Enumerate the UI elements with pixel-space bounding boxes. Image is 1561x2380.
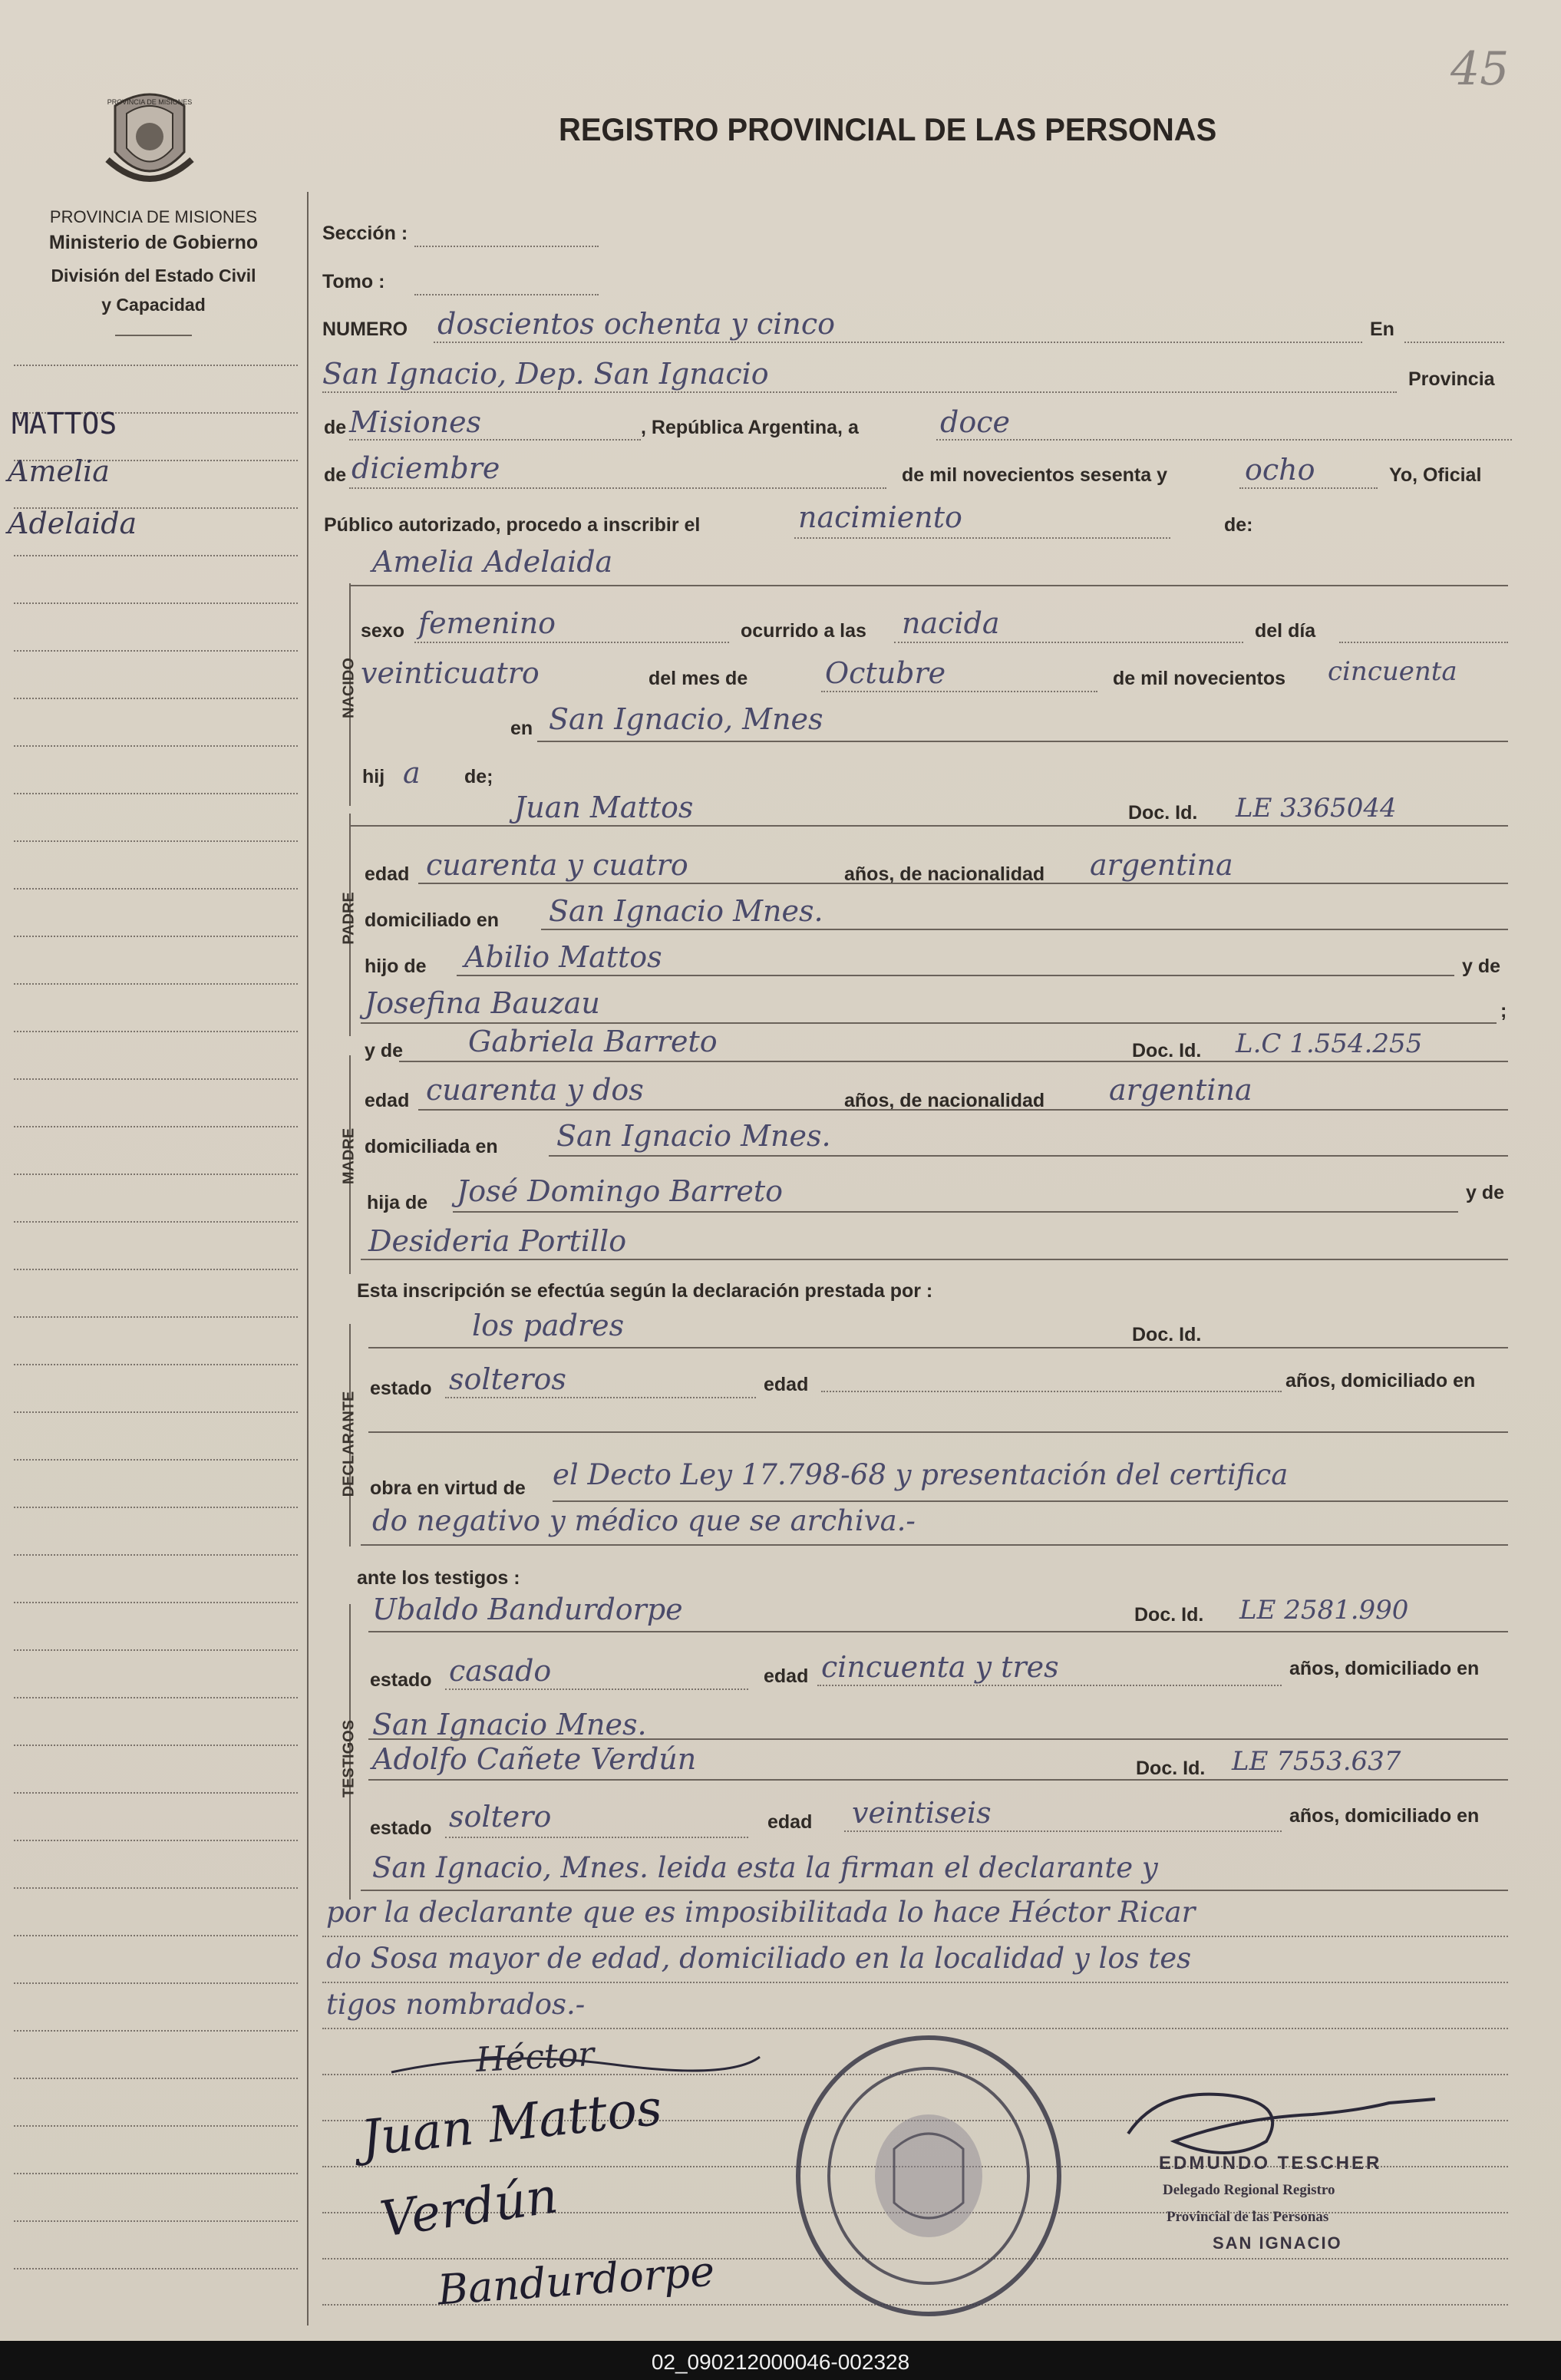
label-en: En <box>1370 319 1394 340</box>
margin-rule <box>14 1364 298 1365</box>
margin-rule <box>14 1745 298 1746</box>
value-padre-edad: cuarenta y cuatro <box>426 848 688 882</box>
margin-rule <box>14 1697 298 1698</box>
margin-rule <box>14 1221 298 1223</box>
margin-rule <box>14 698 298 699</box>
label-edad: edad <box>365 863 410 885</box>
decl-dom-line <box>368 1431 1508 1433</box>
label-provincia: Provincia <box>1408 368 1495 390</box>
value-nota2: por la declarante que es imposibilitada lo hace Héctor Ricar <box>326 1896 1196 1929</box>
label-de-colon: de: <box>1224 514 1253 536</box>
margin-rule <box>14 1982 298 1984</box>
anio-line <box>1239 487 1378 489</box>
abuelo-m-line <box>453 1211 1458 1213</box>
value-testigo2-doc: LE 7553.637 <box>1232 1746 1401 1777</box>
value-sexo: femenino <box>418 606 556 640</box>
stamp-line2: Delegado Regional Registro <box>1163 2182 1335 2198</box>
label-doc-id4: Doc. Id. <box>1134 1604 1204 1626</box>
margin-rule <box>14 650 298 652</box>
numero-line <box>434 342 1362 343</box>
abuelo-p-line <box>457 975 1454 976</box>
obra1-line <box>553 1500 1508 1502</box>
margin-rule <box>14 1316 298 1318</box>
left-header-line2: Ministerio de Gobierno <box>48 232 259 253</box>
t1-estado-line <box>445 1688 748 1690</box>
value-testigo2: Adolfo Cañete Verdún <box>372 1742 697 1776</box>
value-provincia: Misiones <box>349 405 482 439</box>
signature-hector: Héctor <box>474 2034 596 2081</box>
value-abuelo-paterno: Abilio Mattos <box>464 940 662 974</box>
margin-rule <box>14 840 298 842</box>
value-numero: doscientos ochenta y cinco <box>437 307 836 341</box>
acto-line <box>794 537 1170 539</box>
value-padre-nacionalidad: argentina <box>1090 848 1233 882</box>
label-edad5: edad <box>767 1811 813 1833</box>
margin-rule <box>14 365 298 366</box>
label-anos-nac: años, de nacionalidad <box>844 863 1045 885</box>
value-anio-nacimiento: cincuenta <box>1328 656 1457 687</box>
stamp-line1: EDMUNDO TESCHER <box>1159 2153 1382 2174</box>
margin-rule <box>14 1031 298 1032</box>
mes-line <box>349 487 886 489</box>
page-number: 45 <box>1450 42 1510 96</box>
section-declarante: DECLARANTE <box>340 1391 358 1497</box>
lugar-nac-line <box>537 741 1508 742</box>
label-publico: Público autorizado, procedo a inscribir el <box>324 514 701 536</box>
label-republica: , República Argentina, a <box>641 417 859 438</box>
lower-rule <box>322 1936 1508 1937</box>
label-de-semi: de; <box>464 766 493 787</box>
value-testigo2-estado: soltero <box>449 1800 552 1834</box>
seccion-line <box>414 246 599 247</box>
madre-dom-line <box>549 1155 1508 1157</box>
label-estado3: estado <box>370 1817 432 1839</box>
value-nota3: do Sosa mayor de edad, domiciliado en la localidad y los tes <box>326 1942 1192 1975</box>
value-lugar-nacimiento: San Ignacio, Mnes <box>549 702 823 736</box>
value-anio-inscripcion: ocho <box>1245 453 1315 487</box>
value-lugar: San Ignacio, Dep. San Ignacio <box>322 357 769 391</box>
value-obra1: el Decto Ley 17.798-68 y presentación del certifica <box>553 1458 1289 1491</box>
value-declarante-estado: solteros <box>449 1362 566 1396</box>
label-estado2: estado <box>370 1669 432 1691</box>
margin-rule <box>14 1459 298 1461</box>
value-padre-doc: LE 3365044 <box>1236 793 1397 824</box>
label-anos-domiciliado2: años, domiciliado en <box>1289 1658 1480 1679</box>
label-de2: de <box>324 464 347 486</box>
value-madre-doc: L.C 1.554.255 <box>1236 1028 1423 1059</box>
label-tomo: Tomo : <box>322 271 385 292</box>
signature-bandurdorpe: Bandurdorpe <box>436 2246 716 2315</box>
label-numero: NUMERO <box>322 319 408 340</box>
label-del-mes: del mes de <box>648 668 748 689</box>
margin-rule <box>14 745 298 747</box>
padre-line <box>349 825 1508 827</box>
value-hij-suffix: a <box>403 756 421 790</box>
province-emblem <box>92 83 207 198</box>
sexo-line <box>414 642 729 643</box>
label-estado: estado <box>370 1378 432 1399</box>
label-hij: hij <box>362 766 385 787</box>
left-header-line1: PROVINCIA DE MISIONES <box>49 207 258 226</box>
declarante-line <box>368 1347 1508 1348</box>
value-testigo1-edad: cincuenta y tres <box>821 1650 1059 1684</box>
label-edad4: edad <box>764 1665 809 1687</box>
section-madre: MADRE <box>340 1127 358 1185</box>
value-madre-domicilio: San Ignacio Mnes. <box>556 1119 831 1153</box>
image-caption: 02_090212000046-002328 <box>651 2350 910 2374</box>
emblem-text: PROVINCIA DE MISIONES <box>107 98 193 106</box>
margin-rule <box>14 2125 298 2127</box>
margin-rule <box>14 1935 298 1936</box>
value-madre-edad: cuarenta y dos <box>426 1073 644 1107</box>
decl-edad-line <box>821 1391 1282 1392</box>
margin-name2: Adelaida <box>8 507 137 540</box>
value-dia-nacimiento: veinticuatro <box>361 656 540 690</box>
value-testigo1-estado: casado <box>449 1654 552 1688</box>
label-esta-inscripcion: Esta inscripción se efectúa según la declaración prestada por : <box>357 1280 933 1302</box>
mes-nac-line <box>821 691 1097 692</box>
margin-rule <box>14 793 298 794</box>
label-edad-madre: edad <box>365 1090 410 1111</box>
value-nota4: tigos nombrados.- <box>326 1988 586 2021</box>
stamp-line4: SAN IGNACIO <box>1213 2233 1342 2253</box>
value-hora: nacida <box>902 606 1000 640</box>
value-padre-domicilio: San Ignacio Mnes. <box>549 894 823 928</box>
value-abuelo-materno: José Domingo Barreto <box>457 1174 784 1208</box>
label-de-mil2: de mil novecientos <box>1113 668 1286 689</box>
label-ocurrido: ocurrido a las <box>741 620 866 642</box>
signature-verdun: Verdún <box>376 2167 562 2249</box>
label-y-de3: y de <box>1466 1182 1505 1203</box>
margin-rule <box>14 1507 298 1508</box>
lugar-line <box>322 391 1397 393</box>
margin-rule <box>14 1269 298 1270</box>
margin-rule <box>14 555 298 556</box>
value-mes-nacimiento: Octubre <box>825 656 946 690</box>
left-header-underline <box>115 335 192 336</box>
provincia-line <box>349 439 641 441</box>
label-anos-domiciliado3: años, domiciliado en <box>1289 1805 1480 1827</box>
label-hija-de: hija de <box>367 1192 428 1213</box>
t2-dom-line <box>361 1890 1508 1891</box>
margin-rule <box>14 983 298 985</box>
hora-line <box>894 642 1243 643</box>
signature-juan-mattos: Juan Mattos <box>358 2079 665 2168</box>
value-madre-nacionalidad: argentina <box>1109 1073 1252 1107</box>
left-header-line4: y Capacidad <box>101 295 206 315</box>
label-doc-id5: Doc. Id. <box>1136 1758 1206 1779</box>
margin-rule <box>14 2268 298 2269</box>
value-mes-inscripcion: diciembre <box>351 451 500 485</box>
stamp-line3: Provincial de las Personas <box>1167 2209 1329 2225</box>
tomo-line <box>414 294 599 295</box>
lower-rule <box>322 1982 1508 1983</box>
madre-line <box>399 1061 1508 1062</box>
label-domiciliado: domiciliado en <box>365 909 500 931</box>
margin-rule <box>14 1078 298 1080</box>
label-ante: ante los testigos : <box>357 1567 520 1589</box>
value-padre: Juan Mattos <box>514 791 694 824</box>
t2-estado-line <box>445 1837 748 1838</box>
testigo1-line <box>368 1631 1508 1632</box>
value-declarante: los padres <box>472 1309 625 1342</box>
label-domiciliada: domiciliada en <box>365 1136 498 1157</box>
label-sexo: sexo <box>361 620 404 642</box>
label-del-dia: del día <box>1255 620 1316 642</box>
form-left-border <box>307 192 309 2326</box>
nombre-line <box>349 585 1508 586</box>
margin-rule <box>14 1649 298 1651</box>
label-de: de <box>324 417 347 438</box>
value-acto: nacimiento <box>798 500 962 534</box>
margin-rule <box>14 1792 298 1794</box>
label-hijo-de: hijo de <box>365 956 427 977</box>
label-semicolon: ; <box>1500 1000 1507 1022</box>
abuela-p-line <box>361 1022 1497 1024</box>
obra2-line <box>361 1544 1508 1546</box>
label-y-de: y de <box>1462 956 1501 977</box>
label-obra: obra en virtud de <box>370 1477 526 1499</box>
margin-rule <box>14 2220 298 2222</box>
margin-rule <box>14 2030 298 2032</box>
label-doc-id3: Doc. Id. <box>1132 1324 1202 1345</box>
margin-rule <box>14 1840 298 1841</box>
label-seccion: Sección : <box>322 223 408 244</box>
t1-dom-line <box>368 1738 1508 1740</box>
label-edad3: edad <box>764 1374 809 1395</box>
value-obra2: do negativo y médico que se archiva.- <box>372 1504 916 1537</box>
dia-line <box>936 439 1512 441</box>
value-dia-inscripcion: doce <box>940 405 1010 439</box>
label-doc-id: Doc. Id. <box>1128 802 1198 824</box>
value-abuela-paterna: Josefina Bauzau <box>365 986 600 1020</box>
margin-surname: MATTOS <box>12 407 117 441</box>
section-nacido: NACIDO <box>340 658 358 718</box>
section-padre: PADRE <box>340 892 358 945</box>
official-seal <box>787 2026 1071 2326</box>
margin-rule <box>14 2078 298 2079</box>
margin-rule <box>14 936 298 937</box>
margin-rule <box>14 1173 298 1175</box>
decl-estado-line <box>445 1397 756 1398</box>
left-header-line3: División del Estado Civil <box>51 266 256 286</box>
padre-edad-line <box>418 883 1508 884</box>
t1-edad-line <box>817 1685 1282 1686</box>
margin-rule <box>14 2173 298 2174</box>
value-abuela-materna: Desideria Portillo <box>368 1224 627 1258</box>
label-anos-domiciliado: años, domiciliado en <box>1285 1370 1476 1391</box>
label-y-de2: y de <box>365 1040 404 1061</box>
label-en2: en <box>510 718 533 739</box>
testigo2-line <box>368 1779 1508 1781</box>
label-de-mil: de mil novecientos sesenta y <box>902 464 1167 486</box>
section-testigos: TESTIGOS <box>340 1719 358 1798</box>
margin-rule <box>14 1411 298 1413</box>
document-title: REGISTRO PROVINCIAL DE LAS PERSONAS <box>559 111 1217 147</box>
margin-rule <box>14 888 298 890</box>
value-nombre: Amelia Adelaida <box>372 545 613 579</box>
label-doc-id2: Doc. Id. <box>1132 1040 1202 1061</box>
padre-dom-line <box>541 929 1508 930</box>
margin-rule <box>14 1602 298 1603</box>
label-anos-nac-madre: años, de nacionalidad <box>844 1090 1045 1111</box>
margin-name1: Amelia <box>8 454 110 488</box>
value-testigo2-domicilio: San Ignacio, Mnes. leida esta la firman el declarante y <box>372 1851 1158 1884</box>
value-testigo1-doc: LE 2581.990 <box>1239 1595 1409 1626</box>
margin-rule <box>14 602 298 604</box>
margin-rule <box>14 1887 298 1889</box>
en-line <box>1404 342 1504 343</box>
value-madre: Gabriela Barreto <box>468 1025 718 1058</box>
abuela-m-line <box>361 1259 1508 1260</box>
value-testigo1: Ubaldo Bandurdorpe <box>372 1593 683 1626</box>
dia-nac-line <box>1339 642 1508 643</box>
madre-edad-line <box>418 1109 1508 1111</box>
value-testigo2-edad: veintiseis <box>852 1796 992 1830</box>
t2-edad-line <box>844 1830 1282 1832</box>
margin-rule <box>14 1554 298 1556</box>
value-testigo1-domicilio: San Ignacio Mnes. <box>372 1708 647 1741</box>
margin-rule <box>14 1126 298 1127</box>
label-yo-oficial: Yo, Oficial <box>1389 464 1482 486</box>
